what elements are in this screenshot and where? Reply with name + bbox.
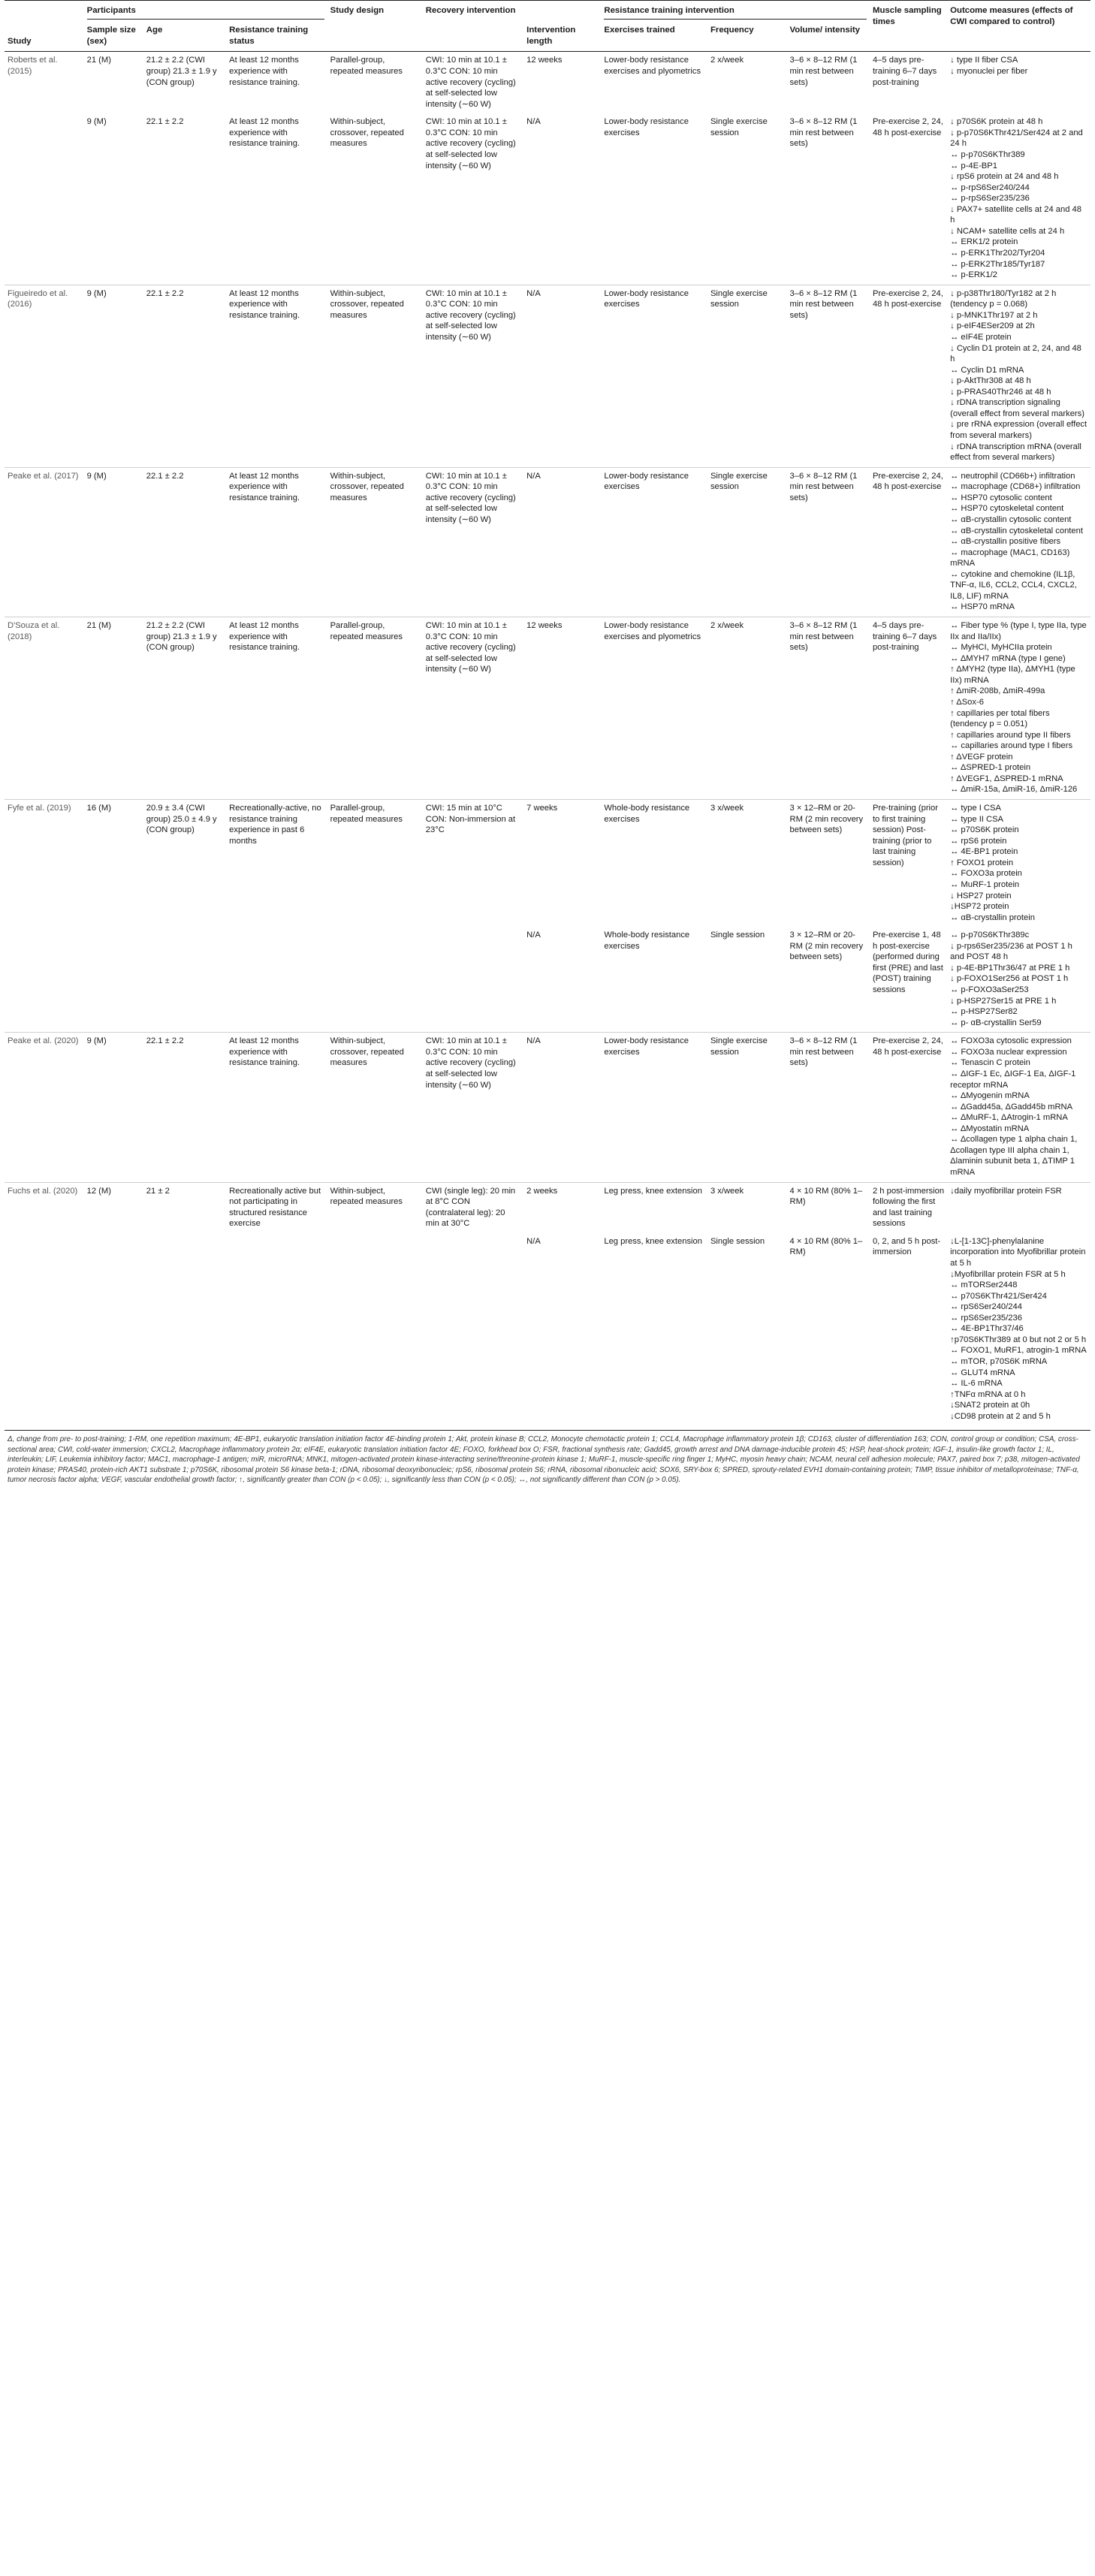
study-cell: Fyfe et al. (2019) (5, 800, 84, 928)
training-status-cell (226, 1233, 327, 1426)
outcome-item: ↓ rDNA transcription mRNA (overall effect from several markers) (950, 442, 1081, 463)
outcome-item: ↔ ΔSPRED-1 protein (950, 763, 1031, 773)
outcome-item: ↔ ΔMYH7 mRNA (type I gene) (950, 653, 1066, 663)
training-status-cell: At least 12 months experience with resistance training. (226, 467, 327, 617)
muscle-sampling-cell: Pre-training (prior to first training session) Post-training (prior to last training session) (870, 800, 947, 928)
recovery-cell: CWI: 15 min at 10°C CON: Non-immersion at 23°C (423, 800, 523, 928)
intervention-length-cell: N/A (526, 1236, 541, 1246)
outcomes-cell (947, 285, 1090, 467)
outcome-item: ↔ p-ERK1Thr202/Tyr204 (950, 249, 1045, 258)
study-design-cell (327, 927, 423, 1033)
outcome-item: ↔ FOXO3a protein (950, 869, 1022, 879)
frequency-cell: Single exercise session (710, 117, 768, 137)
muscle-sampling-cell: Pre-exercise 1, 48 h post-exercise (performed during first (PRE) and last (POST) training sessions (872, 931, 943, 995)
age-cell (143, 927, 226, 1033)
outcome-item: ↔ FOXO3a cytosolic expression (950, 1036, 1072, 1046)
outcome-item: ↔ ERK1/2 protein (950, 237, 1018, 247)
study-cell: Figueiredo et al. (2016) (5, 285, 84, 467)
outcome-item: ↔ HSP70 cytoskeletal content (950, 504, 1064, 514)
sample-size-cell: 9 (M) (84, 285, 143, 467)
study-cell: Roberts et al. (2015) (5, 52, 84, 113)
sample-size-cell: 12 (M) (84, 1182, 143, 1233)
exercises-cell: Leg press, knee extension (601, 1182, 707, 1233)
outcome-item: ↓HSP72 protein (950, 902, 1009, 912)
exercises-cell: Leg press, knee extension (604, 1236, 702, 1246)
outcome-item: ↔ FOXO1, MuRF1, atrogin-1 mRNA (950, 1346, 1087, 1356)
age-cell: 22.1 ± 2.2 (146, 117, 184, 127)
age-cell: 22.1 ± 2.2 (143, 467, 226, 617)
outcome-item: ↑ ΔSox-6 (950, 697, 984, 707)
muscle-sampling-cell: Pre-exercise 2, 24, 48 h post-exercise (870, 285, 947, 467)
frequency-cell: Single session (710, 931, 765, 940)
recovery-cell: CWI: 10 min at 10.1 ± 0.3°C CON: 10 min active recovery (cycling) at self-selected low intensity (∼60 W) (423, 1033, 523, 1182)
col-age: Age (143, 22, 226, 52)
recovery-cell: CWI: 10 min at 10.1 ± 0.3°C CON: 10 min active recovery (cycling) at self-selected low intensity (∼60 W) (423, 285, 523, 467)
outcomes-cell (947, 113, 1090, 285)
study-design-cell: Parallel-group, repeated measures (327, 617, 423, 800)
outcome-item: ↑ ΔVEGF protein (950, 752, 1013, 762)
study-design-cell: Parallel-group, repeated measures (327, 800, 423, 928)
muscle-sampling-cell: Pre-exercise 2, 24, 48 h post-exercise (872, 117, 943, 137)
muscle-sampling-cell: 4–5 days pre-training 6–7 days post-training (870, 617, 947, 800)
col-muscle-sampling: Muscle sampling times (870, 1, 947, 52)
exercises-cell: Lower-body resistance exercises and plyometrics (601, 52, 707, 113)
outcome-item: ↓CD98 protein at 2 and 5 h (950, 1411, 1051, 1421)
outcome-item: ↔ neutrophil (CD66b+) infiltration (950, 471, 1075, 481)
outcome-item: ↓ p-PRAS40Thr246 at 48 h (950, 387, 1051, 397)
sample-size-cell: 21 (M) (84, 52, 143, 113)
frequency-cell: Single exercise session (707, 467, 787, 617)
outcome-item: ↓ p-p70S6KThr421/Ser424 at 2 and 24 h (950, 128, 1083, 149)
exercises-cell: Lower-body resistance exercises (604, 117, 689, 137)
outcome-item: ↔ eIF4E protein (950, 332, 1012, 342)
outcome-item: ↓ p-FOXO1Ser256 at POST 1 h (950, 974, 1069, 984)
training-status-cell (226, 927, 327, 1033)
col-exercises: Exercises trained (601, 22, 707, 52)
volume-cell: 4 × 10 RM (80% 1–RM) (787, 1182, 870, 1233)
col-outcomes: Outcome measures (effects of CWI compared to control) (947, 1, 1090, 52)
volume-cell: 4 × 10 RM (80% 1–RM) (789, 1236, 863, 1257)
col-sample-size: Sample size (sex) (84, 22, 143, 52)
study-cell: Fuchs et al. (2020) (5, 1182, 84, 1233)
study-cell: D'Souza et al. (2018) (5, 617, 84, 800)
table-row (5, 52, 1090, 113)
outcome-item: ↔ p70S6KThr421/Ser424 (950, 1291, 1047, 1301)
outcome-item: ↔ Fiber type % (type I, type IIa, type IIx and IIa/IIx) (950, 621, 1087, 641)
outcomes-cell (947, 800, 1090, 928)
outcome-item: ↑ capillaries around type II fibers (950, 730, 1071, 740)
volume-cell: 3–6 × 8–12 RM (1 min rest between sets) (787, 467, 870, 617)
table-row (5, 285, 1090, 467)
outcomes-cell (947, 1182, 1090, 1233)
outcome-item: ↔ p70S6K protein (950, 825, 1019, 835)
outcome-item: ↔ HSP70 mRNA (950, 602, 1015, 612)
table-row (5, 1233, 1090, 1426)
sample-size-cell: 21 (M) (84, 617, 143, 800)
outcome-item: ↓ p-MNK1Thr197 at 2 h (950, 310, 1038, 320)
outcome-item: ↔ capillaries around type I fibers (950, 741, 1073, 751)
outcome-item: ↔ rpS6 protein (950, 836, 1007, 846)
sample-size-cell (84, 1233, 143, 1426)
study-cell (5, 927, 84, 1033)
table-header (5, 1, 1090, 52)
study-design-cell: Within-subject, crossover, repeated measures (327, 285, 423, 467)
volume-cell: 3–6 × 8–12 RM (1 min rest between sets) (787, 1033, 870, 1182)
volume-cell: 3 × 12–RM or 20-RM (2 min recovery between sets) (787, 800, 870, 928)
intervention-length-cell: 12 weeks (523, 617, 601, 800)
muscle-sampling-cell: 2 h post-immersion following the first and last training sessions (870, 1182, 947, 1233)
exercises-cell: Lower-body resistance exercises (601, 285, 707, 467)
table-row (5, 113, 1090, 285)
outcome-item: ↔ αB-crystallin protein (950, 912, 1035, 922)
col-frequency: Frequency (707, 22, 787, 52)
sample-size-cell: 16 (M) (84, 800, 143, 928)
recovery-cell: CWI: 10 min at 10.1 ± 0.3°C CON: 10 min active recovery (cycling) at self-selected low intensity (∼60 W) (423, 52, 523, 113)
sample-size-cell: 9 (M) (86, 117, 107, 127)
volume-cell: 3–6 × 8–12 RM (1 min rest between sets) (787, 52, 870, 113)
study-design-cell (327, 1233, 423, 1426)
outcome-item: ↔ p-p70S6KThr389c (950, 931, 1030, 940)
training-status-cell: At least 12 months experience with resistance training. (226, 285, 327, 467)
study-design-cell: Parallel-group, repeated measures (327, 52, 423, 113)
outcome-item: ↔ ΔMyostatin mRNA (950, 1124, 1030, 1133)
age-cell: 22.1 ± 2.2 (143, 1033, 226, 1182)
muscle-sampling-cell: Pre-exercise 2, 24, 48 h post-exercise (870, 467, 947, 617)
table-row (5, 1033, 1090, 1182)
frequency-cell: 2 x/week (707, 52, 787, 113)
outcome-item: ↔ rpS6Ser235/236 (950, 1313, 1022, 1323)
outcome-item: ↑TNFα mRNA at 0 h (950, 1389, 1026, 1399)
outcome-item: ↔ HSP70 cytosolic content (950, 493, 1052, 502)
group-participants: Participants (84, 1, 327, 22)
frequency-cell: Single exercise session (707, 1033, 787, 1182)
outcome-item: ↓ myonuclei per fiber (950, 67, 1028, 77)
outcome-item: ↔ ΔmiR-15a, ΔmiR-16, ΔmiR-126 (950, 785, 1078, 795)
study-cell (5, 113, 84, 285)
study-design-cell: Within-subject, crossover, repeated measures (330, 117, 404, 149)
table-row (5, 800, 1090, 928)
outcome-item: ↔ p-ERK1/2 (950, 270, 997, 280)
intervention-length-cell: N/A (523, 1033, 601, 1182)
recovery-cell: CWI: 10 min at 10.1 ± 0.3°C CON: 10 min active recovery (cycling) at self-selected low intensity (∼60 W) (425, 117, 516, 170)
outcome-item: ↔ αB-crystallin cytosolic content (950, 514, 1072, 524)
intervention-length-cell: N/A (526, 117, 541, 127)
col-volume: Volume/ intensity (787, 22, 870, 52)
outcome-item: ↔ 4E-BP1 protein (950, 847, 1018, 857)
outcome-item: ↓ p-4E-BP1Thr36/47 at PRE 1 h (950, 963, 1070, 973)
recovery-cell (423, 927, 523, 1033)
outcome-item: ↓ NCAM+ satellite cells at 24 h (950, 226, 1065, 236)
outcome-item: ↔ Δcollagen type 1 alpha chain 1, Δcollagen type III alpha chain 1, Δlaminin subunit beta 1, ΔTIMP 1 mRNA (950, 1135, 1078, 1178)
study-cell: Peake et al. (2020) (5, 1033, 84, 1182)
outcome-item: ↔ macrophage (CD68+) infiltration (950, 482, 1081, 492)
outcome-item: ↔ p- αB-crystallin Ser59 (950, 1018, 1042, 1027)
outcome-item: ↓ rpS6 protein at 24 and 48 h (950, 172, 1059, 182)
age-cell (143, 1233, 226, 1426)
outcome-item: ↓Myofibrillar protein FSR at 5 h (950, 1269, 1066, 1279)
outcomes-cell (947, 467, 1090, 617)
sample-size-cell: 9 (M) (84, 1033, 143, 1182)
intervention-length-cell: 12 weeks (523, 52, 601, 113)
outcome-item: ↔ p-ERK2Thr185/Tyr187 (950, 259, 1045, 269)
table-row (5, 1182, 1090, 1233)
outcome-item: ↑p70S6KThr389 at 0 but not 2 or 5 h (950, 1335, 1087, 1344)
study-design-cell: Within-subject, crossover, repeated measures (327, 1033, 423, 1182)
outcome-item: ↔ Tenascin C protein (950, 1058, 1030, 1068)
intervention-length-cell: 2 weeks (523, 1182, 601, 1233)
outcomes-cell (947, 52, 1090, 113)
intervention-length-cell: N/A (523, 467, 601, 617)
sample-size-cell (84, 927, 143, 1033)
table-footnote: Δ, change from pre- to post-training; 1-RM, one repetition maximum; 4E-BP1, eukaryotic translation initiation factor 4E-binding protein 1; Akt, protein kinase B; CCL2, Monocyte chemotactic protein 1; CCL4, Macrophage inflammatory protein 1β; CD163, cluster of differentiation 163; CON, control group or condition; CSA, cross-sectional area; CWI, cold-water immersion; CXCL2, Macrophage inflammatory protein 2α; eIF4E, eukaryotic translation initiation factor 4E; FOXO, forkhead box O; FSR, fractional synthesis rate; Gadd45, growth arrest and DNA damage-inducible protein 45; HSP, heat-shock protein; IGF-1, insulin-like growth factor 1; IL, interleukin; LIF, Leukemia inhibitory factor; MAC1, macrophage-1 antigen; miR, microRNA; MNK1, mitogen-activated protein kinase-interacting serine/threonine-protein kinase 1; MuRF-1, muscle-specific ring finger 1; MyHC, myosin heavy chain; NCAM, neural cell adhesion molecule; PAX7, paired box 7; p38, mitogen-activated protein kinase; PRAS40, protein-rich AKT1 substrate 1; p70S6K, ribosomal protein S6 kinase beta-1; rDNA, ribosomal deoxyribonucleic; rpS6, ribosomal protein S6; rRNA, ribosomal ribonucleic acid; SOX6, SRY-box 6; SPRED, sprouty-related EVH1 domain-containing protein; TIMP, tissue inhibitor of metalloproteinase; TNF-α, tumor necrosis factor alpha; VEGF, vascular endothelial growth factor; ↑, significantly greater than CON (p < 0.05); ↓, significantly less than CON (p < 0.05); ↔, not significantly different than CON (p > 0.05). (5, 1430, 1090, 1489)
col-study: Study (5, 1, 84, 52)
volume-cell: 3–6 × 8–12 RM (1 min rest between sets) (787, 617, 870, 800)
outcome-item: ↔ 4E-BP1Thr37/46 (950, 1324, 1024, 1334)
col-intervention-length: Intervention length (523, 1, 601, 52)
training-status-cell: At least 12 months experience with resistance training. (226, 617, 327, 800)
volume-cell: 3 × 12–RM or 20-RM (2 min recovery between sets) (789, 931, 864, 962)
frequency-cell: 3 x/week (707, 1182, 787, 1233)
muscle-sampling-cell: 0, 2, and 5 h post-immersion (872, 1236, 941, 1257)
study-design-cell: Within-subject, repeated measures (327, 1182, 423, 1233)
volume-cell: 3–6 × 8–12 RM (1 min rest between sets) (789, 117, 858, 149)
outcome-item: ↓ p-rps6Ser235/236 at POST 1 h and POST 48 h (950, 941, 1072, 962)
outcome-item: ↔ MuRF-1 protein (950, 879, 1020, 889)
outcome-item: ↔ type I CSA (950, 804, 1001, 813)
age-cell: 21.2 ± 2.2 (CWI group) 21.3 ± 1.9 y (CON group) (143, 52, 226, 113)
intervention-length-cell: 7 weeks (523, 800, 601, 928)
intervention-length-cell: N/A (523, 285, 601, 467)
training-status-cell: At least 12 months experience with resistance training. (226, 1033, 327, 1182)
outcome-item: ↑ FOXO1 protein (950, 858, 1014, 867)
sample-size-cell: 9 (M) (84, 467, 143, 617)
outcomes-cell (947, 617, 1090, 800)
recovery-cell: CWI (single leg): 20 min at 8°C CON (contralateral leg): 20 min at 30°C (423, 1182, 523, 1233)
outcome-item: ↓ p-eIF4ESer209 at 2h (950, 321, 1035, 331)
table-row (5, 927, 1090, 1033)
training-status-cell: Recreationally-active, no resistance training experience in past 6 months (226, 800, 327, 928)
outcome-item: ↔ ΔGadd45a, ΔGadd45b mRNA (950, 1102, 1073, 1112)
outcome-item: ↓ p-AktThr308 at 48 h (950, 376, 1031, 386)
outcome-item: ↔ p-4E-BP1 (950, 161, 997, 170)
outcome-item: ↑ capillaries per total fibers (tendency p = 0.051) (950, 708, 1050, 729)
outcome-item: ↓daily myofibrillar protein FSR (950, 1186, 1062, 1196)
training-status-cell: At least 12 months experience with resistance training. (226, 52, 327, 113)
outcome-item: ↓ HSP27 protein (950, 891, 1012, 900)
frequency-cell: 2 x/week (707, 617, 787, 800)
outcome-item: ↔ mTOR, p70S6K mRNA (950, 1357, 1048, 1367)
age-cell: 21 ± 2 (143, 1182, 226, 1233)
outcome-item: ↔ cytokine and chemokine (IL1β, TNF-α, IL6, CCL2, CCL4, CXCL2, IL8, LIF) mRNA (950, 569, 1077, 601)
outcomes-cell (947, 927, 1090, 1033)
outcome-item: ↔ ΔMuRF-1, ΔAtrogin-1 mRNA (950, 1113, 1068, 1123)
recovery-cell: CWI: 10 min at 10.1 ± 0.3°C CON: 10 min active recovery (cycling) at self-selected low intensity (∼60 W) (423, 467, 523, 617)
age-cell: 21.2 ± 2.2 (CWI group) 21.3 ± 1.9 y (CON group) (143, 617, 226, 800)
frequency-cell: Single session (710, 1236, 765, 1246)
outcome-item: ↔ ΔMyogenin mRNA (950, 1091, 1030, 1101)
exercises-cell: Lower-body resistance exercises and plyometrics (601, 617, 707, 800)
study-cell: Peake et al. (2017) (5, 467, 84, 617)
outcome-item: ↑ ΔMYH2 (type IIa), ΔMYH1 (type IIx) mRNA (950, 665, 1075, 685)
outcome-item: ↔ FOXO3a nuclear expression (950, 1047, 1067, 1057)
outcome-item: ↔ ΔIGF-1 Ec, ΔIGF-1 Ea, ΔIGF-1 receptor mRNA (950, 1069, 1076, 1090)
outcome-item: ↔ p-HSP27Ser82 (950, 1007, 1018, 1017)
table-row (5, 467, 1090, 617)
outcome-item: ↓ p70S6K protein at 48 h (950, 117, 1043, 127)
age-cell: 22.1 ± 2.2 (143, 285, 226, 467)
recovery-cell (423, 1233, 523, 1426)
outcome-item: ↓L-[1-13C]-phenylalanine incorporation into Myofibrillar protein at 5 h (950, 1236, 1086, 1268)
recovery-cell: CWI: 10 min at 10.1 ± 0.3°C CON: 10 min active recovery (cycling) at self-selected low intensity (∼60 W) (423, 617, 523, 800)
exercises-cell: Lower-body resistance exercises (601, 1033, 707, 1182)
outcome-item: ↔ rpS6Ser240/244 (950, 1302, 1022, 1312)
exercises-cell: Whole-body resistance exercises (604, 931, 690, 951)
outcome-item: ↓ type II fiber CSA (950, 56, 1018, 65)
training-status-cell: At least 12 months experience with resistance training. (229, 117, 300, 149)
table-body (5, 52, 1090, 1425)
outcome-item: ↓ p-p38Thr180/Tyr182 at 2 h (tendency p = 0.068) (950, 288, 1057, 309)
outcome-item: ↑ ΔVEGF1, ΔSPRED-1 mRNA (950, 774, 1063, 783)
outcome-item: ↓ PAX7+ satellite cells at 24 and 48 h (950, 204, 1081, 225)
table-row (5, 617, 1090, 800)
outcome-item: ↔ αB-crystallin cytoskeletal content (950, 526, 1083, 535)
outcome-item: ↓ rDNA transcription signaling (overall effect from several markers) (950, 398, 1084, 418)
outcome-item: ↔ αB-crystallin positive fibers (950, 537, 1061, 547)
study-design-cell: Within-subject, crossover, repeated measures (327, 467, 423, 617)
outcomes-cell (947, 1033, 1090, 1182)
study-cell (5, 1233, 84, 1426)
volume-cell: 3–6 × 8–12 RM (1 min rest between sets) (787, 285, 870, 467)
frequency-cell: 3 x/week (707, 800, 787, 928)
intervention-length-cell: N/A (526, 931, 541, 940)
age-cell: 20.9 ± 3.4 (CWI group) 25.0 ± 4.9 y (CON group) (143, 800, 226, 928)
outcome-item: ↑ ΔmiR-208b, ΔmiR-499a (950, 686, 1045, 696)
outcome-item: ↔ Cyclin D1 mRNA (950, 365, 1024, 375)
outcome-item: ↔ IL-6 mRNA (950, 1379, 1003, 1389)
outcomes-cell (947, 1233, 1090, 1426)
outcome-item: ↔ MyHCI, MyHCIIa protein (950, 643, 1052, 653)
outcome-item: ↔ macrophage (MAC1, CD163) mRNA (950, 547, 1070, 569)
muscle-sampling-cell: 4–5 days pre-training 6–7 days post-training (870, 52, 947, 113)
outcome-item: ↔ GLUT4 mRNA (950, 1368, 1015, 1377)
outcome-item: ↔ p-rpS6Ser235/236 (950, 194, 1030, 204)
col-study-design: Study design (327, 1, 423, 52)
outcome-item: ↓ pre rRNA expression (overall effect from several markers) (950, 420, 1087, 441)
exercises-cell: Whole-body resistance exercises (601, 800, 707, 928)
outcome-item: ↔ p-rpS6Ser240/244 (950, 182, 1030, 192)
outcome-item: ↓SNAT2 protein at 0h (950, 1401, 1030, 1410)
outcome-item: ↔ p-FOXO3aSer253 (950, 985, 1029, 995)
outcome-item: ↔ type II CSA (950, 814, 1004, 824)
outcome-item: ↓ p-HSP27Ser15 at PRE 1 h (950, 996, 1057, 1006)
outcome-item: ↔ p-p70S6KThr389 (950, 149, 1025, 159)
outcome-item: ↔ mTORSer2448 (950, 1280, 1018, 1290)
group-resistance-training: Resistance training intervention (601, 1, 870, 22)
col-recovery: Recovery intervention (423, 1, 523, 52)
col-training-status: Resistance training status (226, 22, 327, 52)
exercises-cell: Lower-body resistance exercises (601, 467, 707, 617)
training-status-cell: Recreationally active but not participating in structured resistance exercise (226, 1182, 327, 1233)
outcome-item: ↓ Cyclin D1 protein at 2, 24, and 48 h (950, 343, 1081, 364)
frequency-cell: Single exercise session (707, 285, 787, 467)
muscle-sampling-cell: Pre-exercise 2, 24, 48 h post-exercise (870, 1033, 947, 1182)
study-table (5, 0, 1090, 1425)
